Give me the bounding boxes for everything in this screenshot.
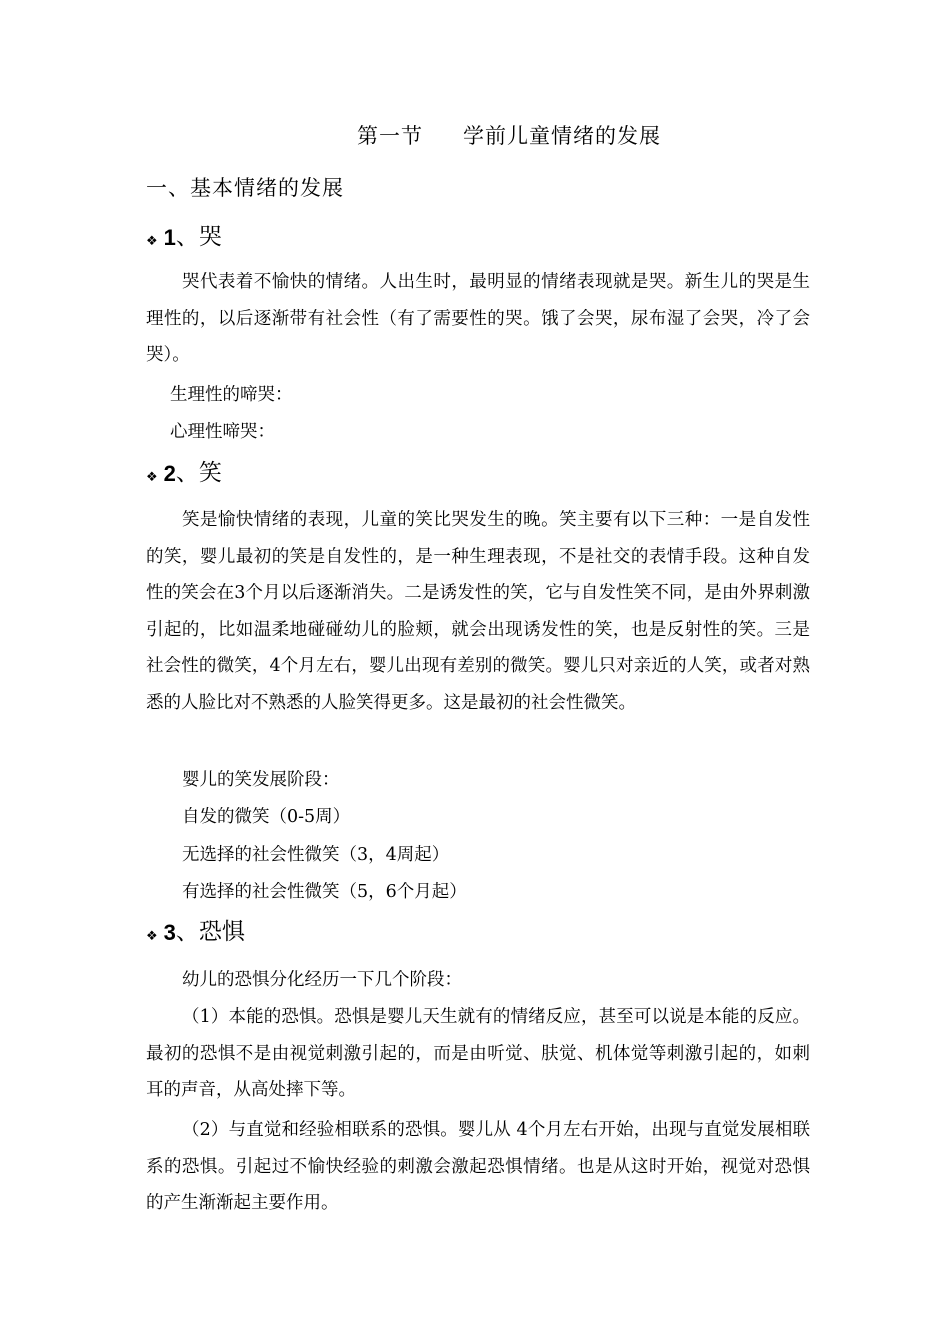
page-title bbox=[0, 120, 950, 150]
subsection-heading-smile bbox=[146, 454, 222, 487]
smile-paragraph: 笑是愉快情绪的表现，儿童的笑比哭发生的晚。笑主要有以下三种：一是自发性的笑，婴儿最初的笑是自发性的，是一种生理表现，不是社交的表情手段。这种自发性的笑会在3个月以后逐渐消失。二是诱发性的笑，它与自发性笑不同，是由外界刺激引起的，比如温柔地碰碰幼儿的脸颊，就会出现诱发性的笑，也是反射性的笑。三是社会性的微笑，4个月左右，婴儿出现有差别的微笑。婴儿只对亲近的人笑，或者对熟悉的人脸比对不熟悉的人脸笑得更多。这是最初的社会性微笑。 bbox=[146, 510, 810, 713]
subsection-label: 、恐惧 bbox=[175, 919, 245, 945]
title-part2: 学前儿童情绪的发展 bbox=[463, 124, 661, 148]
subsection-heading-fear bbox=[146, 913, 245, 946]
title-part1: 第一节 bbox=[357, 124, 423, 148]
smile-stage-3: 有选择的社会性微笑（5，6个月起） bbox=[182, 882, 467, 902]
cry-physiological-line: 生理性的啼哭： bbox=[170, 385, 293, 405]
section-heading: 一、基本情绪的发展 bbox=[146, 176, 344, 200]
diamond-bullet-icon: ❖ bbox=[146, 234, 158, 249]
fear-paragraph-2: （2）与直觉和经验相联系的恐惧。婴儿从 4个月左右开始，出现与直觉发展相联系的恐惧。引起过不愉快经验的刺激会激起恐惧情绪。也是从这时开始，视觉对恐惧的产生渐渐起主要作用。 bbox=[146, 1120, 810, 1213]
subsection-number: 1 bbox=[163, 225, 176, 250]
subsection-label: 、笑 bbox=[175, 460, 222, 486]
subsection-label: 、哭 bbox=[175, 224, 222, 250]
fear-intro: 幼儿的恐惧分化经历一下几个阶段： bbox=[182, 970, 462, 990]
diamond-bullet-icon: ❖ bbox=[146, 470, 158, 485]
fear-paragraph-1: （1）本能的恐惧。恐惧是婴儿天生就有的情绪反应，甚至可以说是本能的反应。最初的恐惧不是由视觉刺激引起的，而是由听觉、肤觉、机体觉等刺激引起的，如刺耳的声音，从高处摔下等。 bbox=[146, 1007, 810, 1100]
cry-psychological-line: 心理性啼哭： bbox=[170, 422, 275, 442]
cry-paragraph: 哭代表着不愉快的情绪。人出生时，最明显的情绪表现就是哭。新生儿的哭是生理性的，以后逐渐带有社会性（有了需要性的哭。饿了会哭，尿布湿了会哭，冷了会哭）。 bbox=[146, 272, 810, 365]
smile-stage-1: 自发的微笑（0-5周） bbox=[182, 807, 351, 827]
smile-stage-2: 无选择的社会性微笑（3，4周起） bbox=[182, 845, 450, 865]
subsection-heading-cry bbox=[146, 218, 222, 251]
subsection-number: 3 bbox=[163, 920, 176, 945]
subsection-number: 2 bbox=[163, 461, 176, 486]
diamond-bullet-icon: ❖ bbox=[146, 929, 158, 944]
smile-stages-title: 婴儿的笑发展阶段： bbox=[182, 770, 340, 790]
